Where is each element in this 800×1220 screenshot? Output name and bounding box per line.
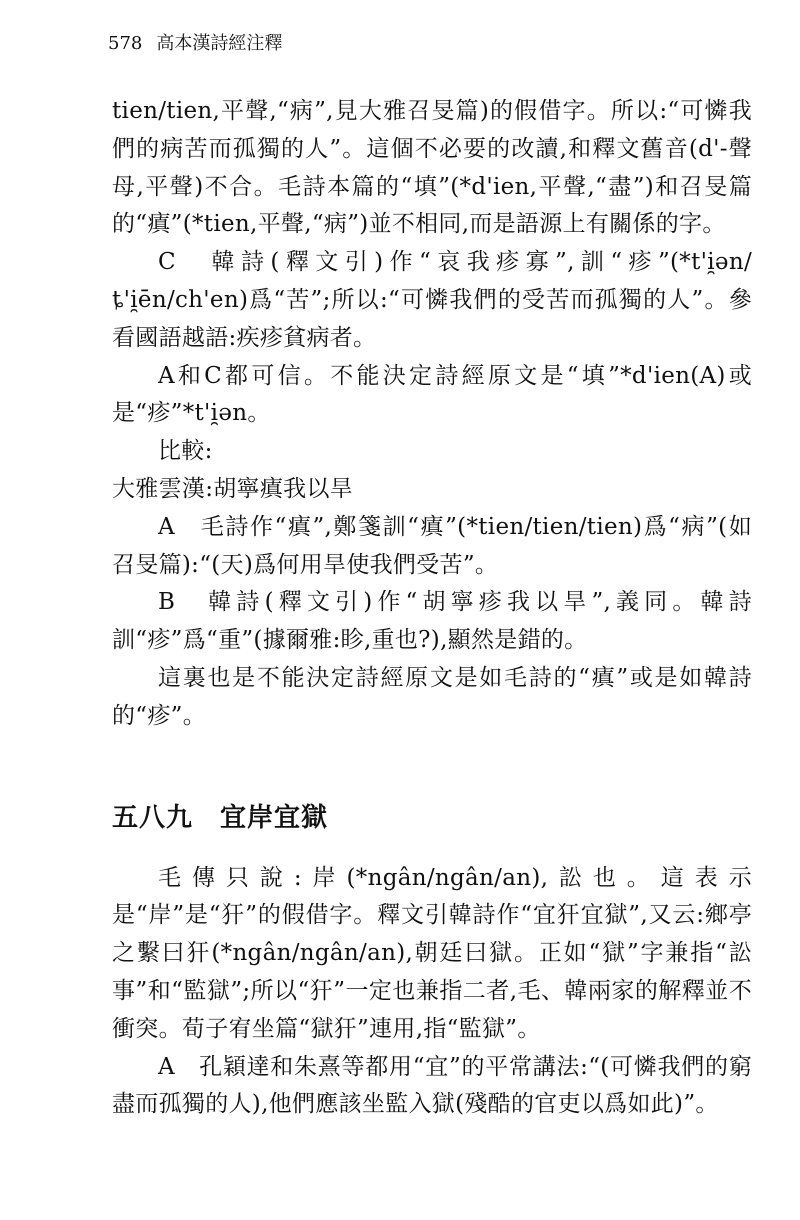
paragraph: 大雅雲漢:胡寧瘨我以旱 <box>112 475 354 502</box>
paragraph: B 韓詩(釋文引)作“胡寧疹我以旱”,義同。韓詩訓“疹”爲“重”(據爾雅:眕,重也?),顯然是錯的。 <box>112 589 752 654</box>
section-title: 五八九 宜岸宜獄 <box>112 802 329 833</box>
paragraph: 比較: <box>158 438 213 465</box>
running-title: 高本漢詩經注釋 <box>156 33 283 54</box>
running-header <box>108 32 282 56</box>
paragraph: A和C都可信。不能決定詩經原文是“填”*d'ien(A)或是“疹”*t'i̯ən。 <box>112 362 752 427</box>
paragraph: tien/tien,平聲,“病”,見大雅召旻篇)的假借字。所以:“可憐我們的病苦而孤獨的人”。這個不必要的改讀,和釋文舊音(d'-聲母,平聲)不合。毛詩本篇的“填”(*d'ien,平聲,“盡”)和召旻篇的“瘨”(*tien,平聲,“病”)並不相同,而是語源上有關係的字。 <box>112 98 752 238</box>
page-number: 578 <box>108 33 143 54</box>
paragraph: 毛傳只說:岸(*ngân/ngân/an),訟也。這表示是“岸”是“犴”的假借字。釋文引韓詩作“宜犴宜獄”,又云:鄉亭之繫曰犴(*ngân/ngân/an),朝廷曰獄。正如“獄”字兼指“訟事”和“監獄”;所以“犴”一定也兼指二者,毛、韓兩家的解釋並不衝突。荀子宥坐篇“獄犴”連用,指“監獄”。 <box>112 864 752 1042</box>
paragraph: 這裏也是不能決定詩經原文是如毛詩的“瘨”或是如韓詩的“疹”。 <box>112 664 752 729</box>
paragraph: C 韓詩(釋文引)作“哀我疹寡”,訓“疹”(*t'i̯ən/ȶ'i̯ēn/ch'en)爲“苦”;所以:“可憐我們的受苦而孤獨的人”。參看國語越語:疾疹貧病者。 <box>112 249 752 351</box>
page-body <box>112 93 752 1124</box>
paragraph: A 毛詩作“瘨”,鄭箋訓“瘨”(*tien/tien/tien)爲“病”(如召旻篇):“(天)爲何用旱使我們受苦”。 <box>112 513 752 578</box>
paragraph: A 孔穎達和朱熹等都用“宜”的平常講法:“(可憐我們的窮盡而孤獨的人),他們應該坐監入獄(殘酷的官吏以爲如此)”。 <box>112 1053 752 1118</box>
